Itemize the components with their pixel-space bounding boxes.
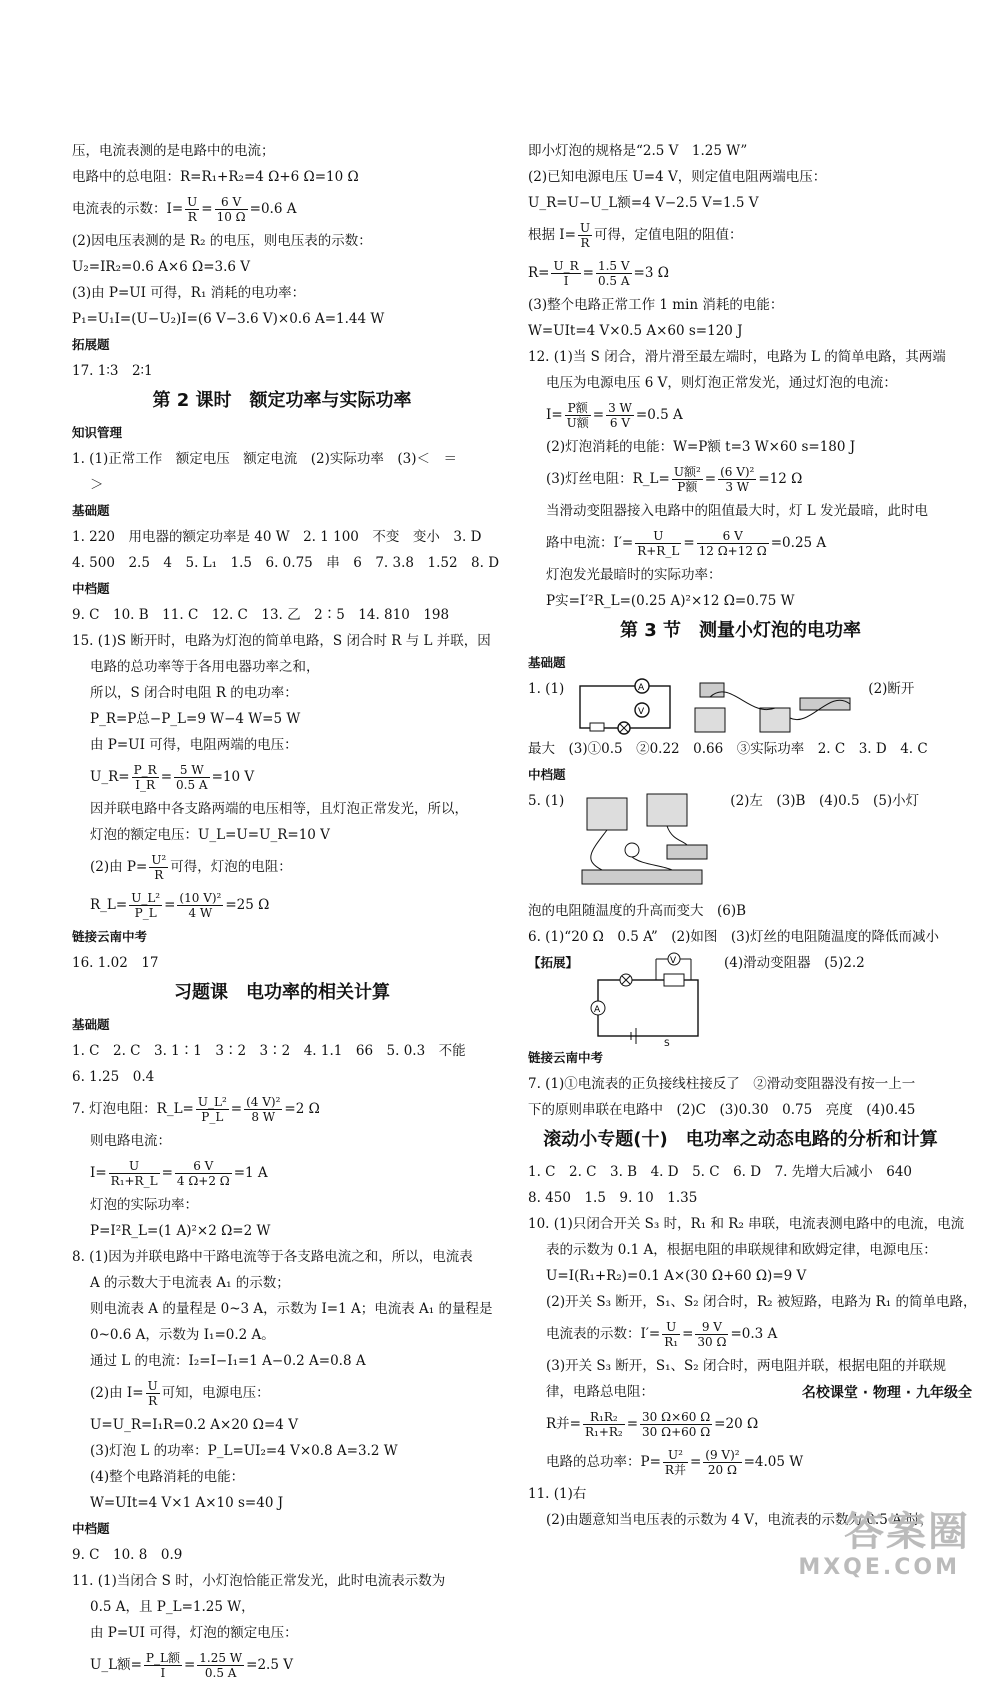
text-line: 【拓展】 [528,955,579,970]
formula-line: 电流表的示数：I′= $\frac{U}{\text{R₁}}$ = $\frac{9 V}{30 \Omega}$ =0.3 A [546,1320,778,1349]
watermark-logo: 答案圈 [844,1509,970,1555]
formula-line: I= $\frac{\text{P额}}{\text{U额}}$ = $\frac{3 W}{6 V}$ =0.5 A [546,401,683,430]
text-line: (2)因电压表测的是 R₂ 的电压，则电压表的示数： [72,233,372,249]
formula-line: 路中电流：I′= $\frac{U}{R+R\_L}$ = $\frac{6 V}{12 \Omega+12 \Omega}$ =0.25 A [546,529,827,558]
section-label: 基础题 [72,503,110,518]
text-line: P实=I′²R_L=(0.25 A)²×12 Ω=0.75 W [546,593,795,609]
text-line: 7. (1)①电流表的正负接线柱接反了 ②滑动变阻器没有按一上一 [528,1076,916,1092]
svg-text:V: V [638,707,645,717]
text-line: 1. (1)正常工作 额定电压 额定电流 (2)实际功率 (3)＜ ＝ [72,451,458,467]
text-line: (2)左 (3)B (4)0.5 (5)小灯 [730,793,920,809]
text-line: 17. 1∶3 2∶1 [72,363,153,379]
formula-line: (2)由 P= $\frac{\text{U²}}{R}$ 可得，灯泡的电阻： [90,853,292,882]
text-line: 表的示数为 0.1 A，根据电阻的串联规律和欧姆定律，电源电压： [546,1242,937,1258]
text-line: 12. (1)当 S 闭合，滑片滑至最左端时，电路为 L 的简单电路，其两端 [528,349,946,365]
text-line: 6. 1.25 0.4 [72,1069,155,1085]
text-line: 1. 220 用电器的额定功率是 40 W 2. 1 100 不变 变小 3. D [72,529,482,545]
text-line: 电路的总功率等于各用电器功率之和， [90,659,320,675]
text-line: U=U_R=I₁R=0.2 A×20 Ω=4 V [90,1417,298,1433]
text-line: 1. (1) [528,681,565,697]
text-line: W=UIt=4 V×1 A×10 s=40 J [90,1495,284,1511]
text-line: (3)开关 S₃ 断开，S₁、S₂ 闭合时，两电阻并联，根据电阻的并联规 [546,1358,946,1374]
text-line: (2)灯泡消耗的电能：W=P额 t=3 W×60 s=180 J [546,439,856,455]
formula-line: R_L= $\frac{\text{U\_L²}}{P\_L}$ = $\frac{\text{(10 V)²}}{4 W}$ =25 Ω [90,891,270,920]
text-line: (3)整个电路正常工作 1 min 消耗的电能： [528,297,784,313]
text-line: P₁=U₁I=(U−U₂)I=(6 V−3.6 V)×0.6 A=1.44 W [72,311,385,327]
svg-text:A: A [594,1005,601,1015]
svg-text:A: A [638,683,645,693]
text-line: (2)断开 [868,681,915,697]
formula-line: 电路的总功率：P= $\frac{\text{U²}}{\text{R并}}$ = $\frac{\text{(9 V)²}}{20 \Omega}$ =4.05 W [546,1448,804,1477]
text-line: 9. C 10. B 11. C 12. C 13. 乙 2∶5 14. 810 198 [72,607,450,623]
text-line: 16. 1.02 17 [72,955,159,971]
formula-line: (2)由 I= $\frac{U}{R}$ 可知，电源电压： [90,1379,270,1408]
formula-line: 电流表的示数：I= $\frac{U}{R}$ = $\frac{6 V}{10 \Omega}$ =0.6 A [72,195,297,224]
text-line: 11. (1)右 [528,1486,587,1502]
formula-line: R= $\frac{U\_R}{I}$ = $\frac{1.5 V}{0.5 A}$ =3 Ω [528,259,669,288]
section-heading: 第 3 节 测量小灯泡的电功率 [619,620,862,641]
text-line: 则电路电流： [90,1133,171,1149]
text-line: 则电流表 A 的量程是 0~3 A，示数为 I=1 A；电流表 A₁ 的量程是 [90,1301,493,1317]
text-line: 律，电路总电阻： [546,1384,654,1400]
question-1-row [528,678,953,738]
text-line: 因并联电路中各支路两端的电压相等，且灯泡正常发光，所以， [90,801,468,817]
text-line: 电压为电源电压 6 V，则灯泡正常发光，通过灯泡的电流： [546,375,897,391]
text-line: 通过 L 的电流：I₂=I−I₁=1 A−0.2 A=0.8 A [90,1353,366,1369]
text-line: P_R=P总−P_L=9 W−4 W=5 W [90,711,301,727]
section-label: 基础题 [528,655,566,670]
text-line: 下的原则串联在电路中 (2)C (3)0.30 0.75 亮度 (4)0.45 [528,1102,916,1118]
question-5-row [528,790,953,900]
text-line: W=UIt=4 V×0.5 A×60 s=120 J [528,323,743,339]
section-label: 知识管理 [72,425,123,440]
formula-line: U_R= $\frac{P\_R}{I\_R}$ = $\frac{5 W}{0.5 A}$ =10 V [90,763,255,792]
text-line: (4)滑动变阻器 (5)2.2 [724,955,865,971]
text-line: 9. C 10. 8 0.9 [72,1547,183,1563]
text-line: 所以，S 闭合时电阻 R 的电功率： [90,685,298,701]
text-line: 1. C 2. C 3. 1∶1 3∶2 3∶2 4. 1.1 66 5. 0.3 不能 [72,1043,466,1059]
section-label: 中档题 [72,581,110,596]
circuit-diagram-2 [586,952,716,1047]
text-line: A 的示数大于电流表 A₁ 的示数； [90,1275,290,1291]
section-label: 中档题 [72,1521,110,1536]
page-footer: 名校课堂 · 物理 · 九年级全 [801,1385,972,1401]
text-line: 由 P=UI 可得，灯泡的额定电压： [90,1625,298,1641]
svg-text:V: V [670,956,677,966]
text-line: 由 P=UI 可得，电阻两端的电压： [90,737,298,753]
text-line: (3)由 P=UI 可得，R₁ 消耗的电功率： [72,285,306,301]
experiment-illustration [572,790,722,900]
text-line: 10. (1)只闭合开关 S₃ 时，R₁ 和 R₂ 串联，电流表测电路中的电流，电流 [528,1216,965,1232]
text-line: (3)灯泡 L 的功率：P_L=UI₂=4 V×0.8 A=3.2 W [90,1443,398,1459]
apparatus-illustration [690,678,860,738]
section-heading: 习题课 电功率的相关计算 [174,982,390,1003]
section-label: 基础题 [72,1017,110,1032]
text-line: 4. 500 2.5 4 5. L₁ 1.5 6. 0.75 串 6 7. 3.8 1.52 8. D [72,555,500,571]
text-line: U₂=IR₂=0.6 A×6 Ω=3.6 V [72,259,251,275]
text-line: 灯泡的额定电压：U_L=U=U_R=10 V [90,827,330,843]
text-line: (2)由题意知当电压表的示数为 4 V，电流表的示数为 0.5 A 时， [546,1512,934,1528]
section-label: 拓展题 [72,337,110,352]
text-line: 即小灯泡的规格是“2.5 V 1.25 W” [528,143,748,159]
text-line: 最大 (3)①0.5 ②0.22 0.66 ③实际功率 2. C 3. D 4. C [528,741,928,757]
formula-line: I= $\frac{U}{\text{R₁+R\_L}}$ = $\frac{6 V}{4 \Omega+2 \Omega}$ =1 A [90,1159,268,1188]
formula-line: U_L额= $\frac{\text{P\_L额}}{I}$ = $\frac{1.25 W}{0.5 A}$ =2.5 V [90,1651,293,1680]
text-line: 8. (1)因为并联电路中干路电流等于各支路电流之和，所以，电流表 [72,1249,473,1265]
text-line: (2)已知电源电压 U=4 V，则定值电阻两端电压： [528,169,827,185]
section-label: 中档题 [528,767,566,782]
section-label: 链接云南中考 [528,1050,604,1065]
text-line: 11. (1)当闭合 S 时，小灯泡恰能正常发光，此时电流表示数为 [72,1573,446,1589]
text-line: 灯泡发光最暗时的实际功率： [546,567,722,583]
text-line: (2)开关 S₃ 断开，S₁、S₂ 闭合时，R₂ 被短路，电路为 R₁ 的简单电路， [546,1294,977,1310]
formula-line: 7. 灯泡电阻：R_L= $\frac{\text{U\_L²}}{P\_L}$ = $\frac{\text{(4 V)²}}{8 W}$ =2 Ω [72,1095,320,1124]
text-line: P=I²R_L=(1 A)²×2 Ω=2 W [90,1223,271,1239]
formula-line: (3)灯丝电阻：R_L= $\frac{\text{U额²}}{\text{P额}}$ = $\frac{\text{(6 V)²}}{3 W}$ =12 Ω [546,465,803,494]
section-label: 链接云南中考 [72,929,148,944]
formula-line: R并= $\frac{\text{R₁R₂}}{\text{R₁+R₂}}$ = $\frac{30 \Omega\times 60 \Omega}{30 \Omega+60 \Omega}$ =20 Ω [546,1410,759,1439]
text-line: 8. 450 1.5 9. 10 1.35 [528,1190,698,1206]
formula-line: 根据 I= $\frac{U}{R}$ 可得，定值电阻的阻值： [528,221,743,250]
text-line: 灯泡的实际功率： [90,1197,198,1213]
watermark-url: MXQE.COM [798,1555,960,1580]
circuit-diagram [572,678,682,738]
text-line: 15. (1)S 断开时，电路为灯泡的简单电路，S 闭合时 R 与 L 并联，因 [72,633,491,649]
text-line: 1. C 2. C 3. B 4. D 5. C 6. D 7. 先增大后减小 640 [528,1164,913,1180]
text-line: 0.5 A，且 P_L=1.25 W， [90,1599,255,1615]
text-line: 泡的电阻随温度的升高而变大 (6)B [528,903,747,919]
text-line: 电路中的总电阻：R=R₁+R₂=4 Ω+6 Ω=10 Ω [72,169,359,185]
text-line: ＞ [90,477,104,493]
section-heading: 第 2 课时 额定功率与实际功率 [152,390,412,411]
left-column [72,140,500,1686]
text-line: U_R=U−U_L额=4 V−2.5 V=1.5 V [528,195,759,211]
text-line: 6. (1)“20 Ω 0.5 A” (2)如图 (3)灯丝的电阻随温度的降低而减小 [528,929,940,945]
text-line: (4)整个电路消耗的电能： [90,1469,245,1485]
text-line: U=I(R₁+R₂)=0.1 A×(30 Ω+60 Ω)=9 V [546,1268,807,1284]
text-line: 压，电流表测的是电路中的电流； [72,143,275,159]
text-line: 0~0.6 A，示数为 I₁=0.2 A。 [90,1327,275,1343]
section-heading: 滚动小专题(十) 电功率之动态电路的分析和计算 [543,1129,938,1150]
svg-text:S: S [664,1039,670,1047]
text-line: 5. (1) [528,793,565,809]
text-line: 当滑动变阻器接入电路中的阻值最大时，灯 L 发光最暗，此时电 [546,503,929,519]
question-6-row [528,952,953,1047]
